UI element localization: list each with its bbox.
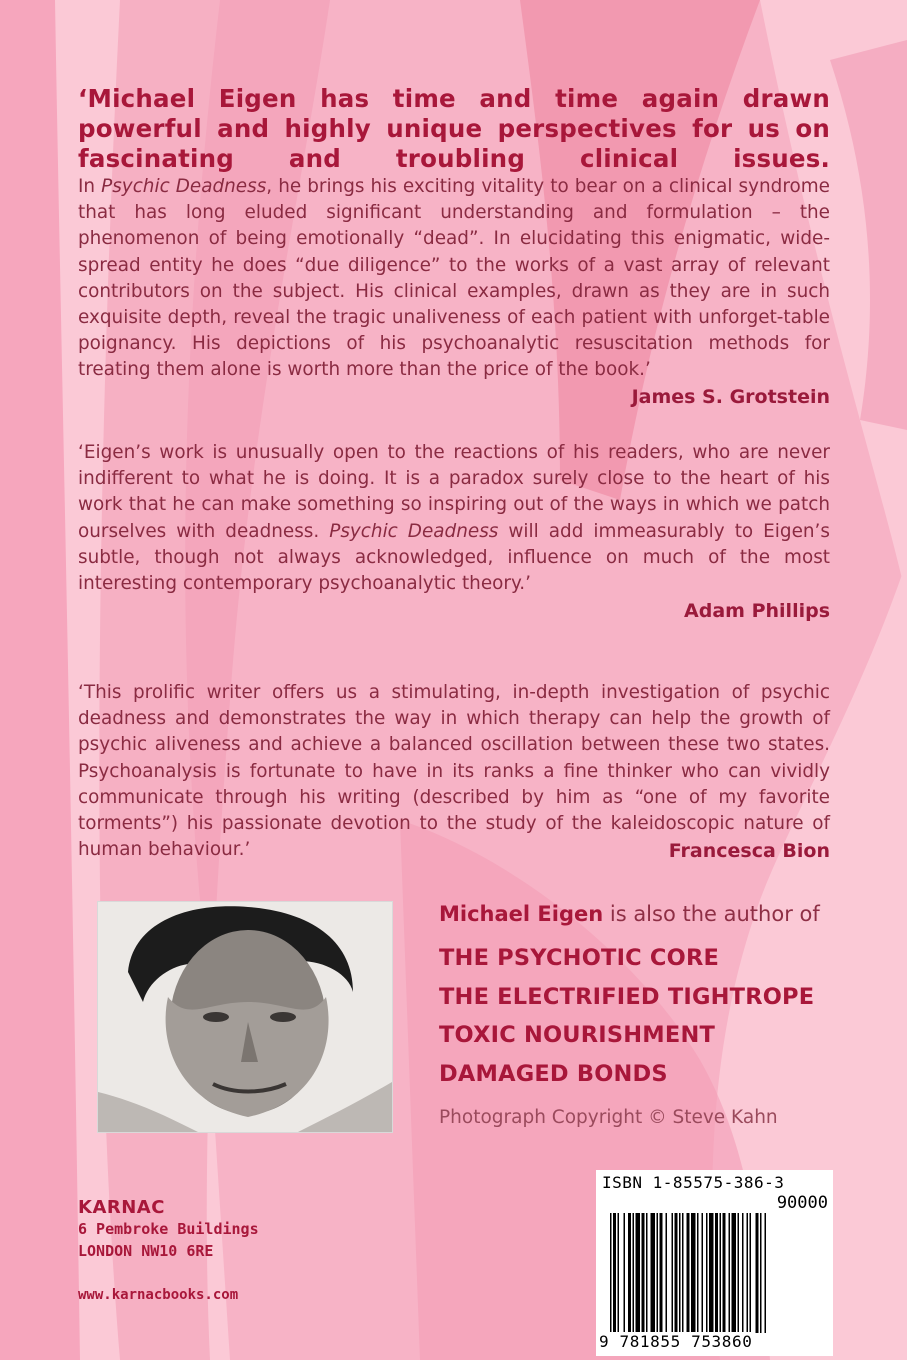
publisher-block bbox=[78, 1197, 259, 1262]
author-name: Michael Eigen bbox=[439, 902, 604, 926]
quote-phillips bbox=[78, 440, 830, 597]
author-also-line bbox=[439, 902, 820, 926]
quote-text: will add immeasurably to Eigen’s subtle, though not always acknowledged, influence on much of the most interesting contemporary psychoanalytic theory.’ bbox=[78, 520, 830, 595]
book-title: DAMAGED BONDS bbox=[439, 1060, 668, 1087]
isbn-number: ISBN 1-85575-386-3 bbox=[602, 1173, 785, 1192]
photo-credit: Photograph Copyright © Steve Kahn bbox=[439, 1107, 778, 1128]
attribution-phillips: Adam Phillips bbox=[684, 600, 830, 622]
quote-text: , he brings his exciting vitality to bear on a clinical syndrome that has long eluded significant understanding and formulation – the phenomenon of being emotionally “dead”. In elucidating this enigmatic, wide-spread entity he does “due diligence” to the works of a vast array of relevant contributors on the subject. His clinical examples, drawn as they are in such exquisite depth, reveal the tragic unaliveness of each patient with unforget-table poignancy. His depictions of his psychoanalytic resuscitation methods for treating them alone is worth more than the price of the book.’ bbox=[78, 176, 830, 381]
quote-text: ‘This prolific writer offers us a stimulating, in-depth investigation of psychic deadness and demonstrates the way in which therapy can help the growth of psychic aliveness and achieve a balanced oscillation between these two states. Psychoanalysis is fortunate to have in its ranks a fine thinker who can vividly communicate through his writing (described by him as “one of my favorite torments”) his passionate devotion to the study of the kaleidoscopic nature of human behaviour.’ bbox=[78, 682, 830, 861]
quote-text-pre: In bbox=[78, 176, 102, 197]
other-books-list bbox=[439, 939, 814, 1093]
book-title-ref: Psychic Deadness bbox=[101, 176, 267, 197]
quote-grotstein bbox=[78, 84, 830, 384]
book-title: THE PSYCHOTIC CORE bbox=[439, 945, 720, 971]
ean-number: 9 781855 753860 bbox=[599, 1332, 753, 1351]
book-title: THE ELECTRIFIED TIGHTROPE bbox=[439, 983, 815, 1010]
barcode-bars bbox=[610, 1213, 820, 1348]
quote-lead: ‘Michael Eigen has time and time again drawn powerful and highly unique perspectives for us on fascinating and troubling clinical issues. bbox=[78, 84, 830, 173]
book-title: TOXIC NOURISHMENT bbox=[439, 1022, 716, 1048]
price-code: 90000 bbox=[776, 1193, 828, 1213]
quote-bion bbox=[78, 680, 830, 863]
publisher-url: www.karnacbooks.com bbox=[78, 1287, 239, 1303]
publisher-name: KARNAC bbox=[78, 1197, 165, 1218]
quote-text-pre: ‘Eigen’s work is unusually open to the reactions of his readers, who are never indifferent to what he is doing. It is a paradox surely close to the heart of his work that he can make something so inspiring out of the ways in which we patch ourselves with deadness. bbox=[78, 442, 830, 542]
attribution-grotstein: James S. Grotstein bbox=[631, 386, 830, 408]
isbn-barcode bbox=[596, 1170, 833, 1356]
publisher-address-line2: LONDON NW10 6RE bbox=[78, 1242, 214, 1260]
publisher-address-line1: 6 Pembroke Buildings bbox=[78, 1220, 259, 1238]
author-photo bbox=[97, 901, 393, 1133]
attribution-bion: Francesca Bion bbox=[668, 840, 830, 862]
also-text: is also the author of bbox=[603, 902, 820, 926]
book-title-ref: Psychic Deadness bbox=[329, 520, 499, 542]
